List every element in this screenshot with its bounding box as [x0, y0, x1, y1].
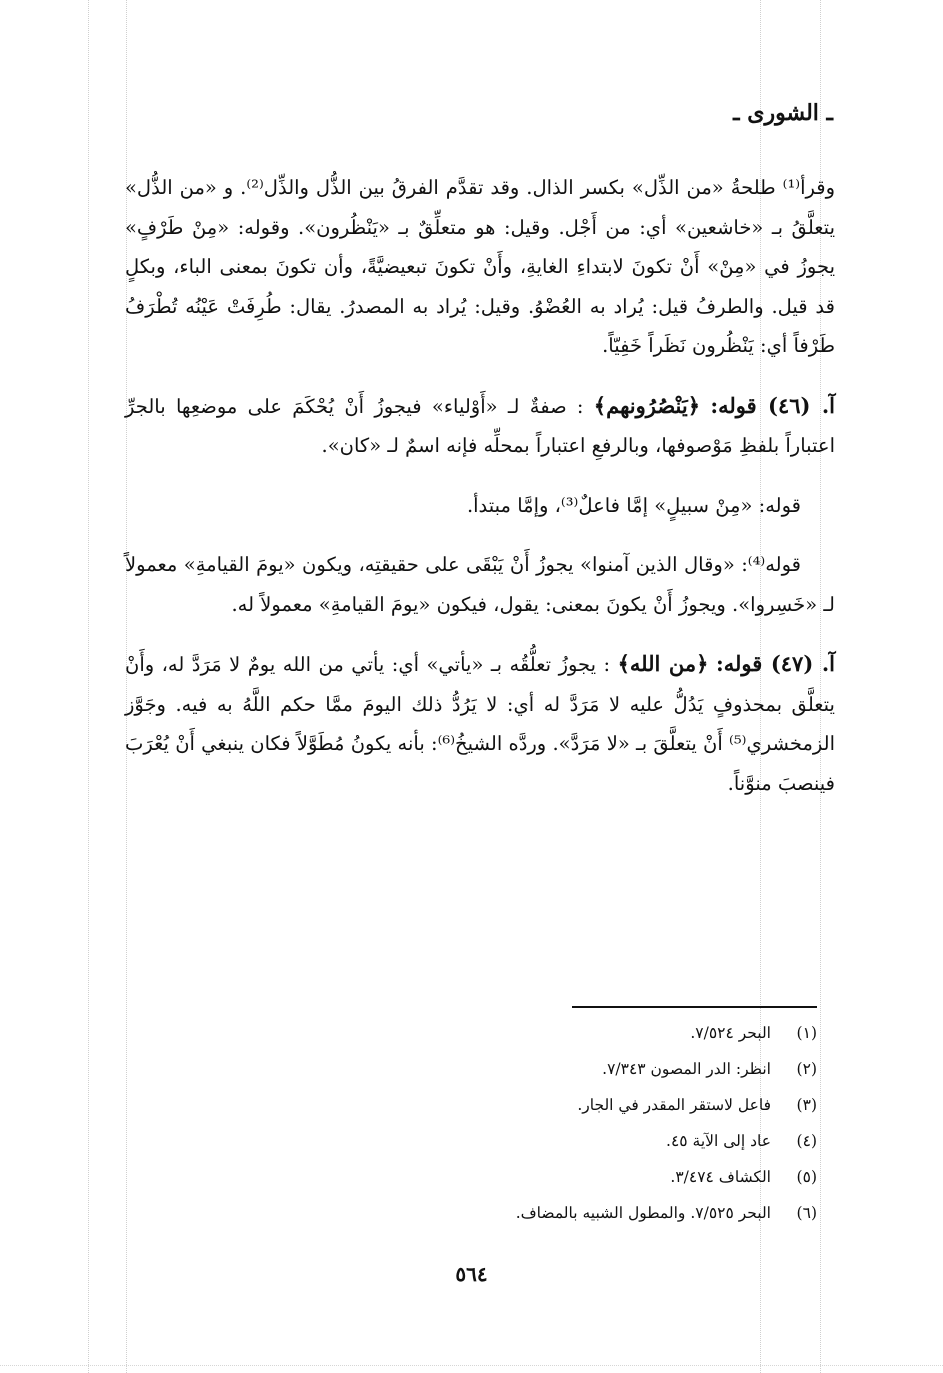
- footnote: [217, 1123, 817, 1159]
- verse-47-label: آ. (٤٧) قوله:: [715, 651, 835, 676]
- scan-guide-line: [0, 1365, 943, 1366]
- footnote-number: (١): [796, 1024, 817, 1042]
- footnote-number: (٦): [796, 1204, 817, 1222]
- footnotes: [217, 1015, 817, 1231]
- verse-46-label: آ. (٤٦) قوله:: [710, 392, 836, 418]
- main-text: [125, 168, 835, 803]
- footnote: [217, 1159, 817, 1195]
- footnote: [217, 1015, 817, 1051]
- paragraph-2: قوله: «مِنْ سبيلٍ» إمَّا فاعلٌ⁽³⁾، وإمَّا مبتدأ.: [466, 493, 801, 517]
- footnote-text: البحر ٧/٥٢٤.: [690, 1024, 771, 1042]
- scan-guide-line: [88, 0, 89, 1373]
- footnote-number: (٥): [796, 1168, 817, 1186]
- footnote-text: الكشاف ٣/٤٧٤.: [670, 1168, 771, 1186]
- verse-46-paragraph: [125, 386, 835, 466]
- footnote-text: البحر ٧/٥٢٥. والمطول الشبيه بالمضاف.: [515, 1204, 771, 1222]
- footnote-text: فاعل لاستقر المقدر في الجار.: [577, 1096, 771, 1114]
- verse-46-commentary: : صفةٌ لـ «أَوْلياء» فيجوزُ أَنْ يُحْكَمَ على موضعِها بالجرِّ اعتباراً بلفظِ مَوْصوفها، وبالرفعِ اعتباراً بمحلِّه فإنه اسمٌ لـ «كان».: [125, 394, 835, 457]
- paragraph-3: قوله⁽⁴⁾: «وقال الذين آمنوا» يجوزُ أَنْ يَبْقَى على حقيقتِه، ويكون «يومَ القيامةِ» معمولاً لـ «خَسِروا». ويجوزُ أَنْ يكونَ بمعنى: يقول، فيكون «يومَ القيامةِ» معمولاً له.: [125, 553, 835, 616]
- verse-47-quote: ﴿من الله﴾: [617, 651, 709, 676]
- verse-46-quote: ﴿يَنْصُرُونهم﴾: [593, 392, 701, 418]
- page-number: ٥٦٤: [455, 1262, 488, 1286]
- footnote: [217, 1087, 817, 1123]
- paragraph-1: وقرأ⁽¹⁾ طلحةُ «من الذِّل» بكسر الذال. وقد تقدَّم الفرقُ بين الذُّل والذِّل⁽²⁾. و «من الذُّل» يتعلَّقُ بـ «خاشعين» أي: من أَجْل. وقيل: هو متعلِّقٌ بـ «يَنْظُرون». وقوله: «مِنْ طَرْفٍ» يجوزُ في «مِنْ» أَنْ تكونَ لابتداءِ الغايةِ، وأَنْ تكونَ تبعيضيَّةً، وأن تكونَ بمعنى الباء، وبكلٍ قد قيل. والطرفُ قيل: يُراد به العُضْوُ. وقيل: يُراد به المصدرُ. يقال: طُرِفَتْ عَيْنُه تُطْرَفُ طَرْفاً أي: يَنْظُرون نَظَراً خَفِيّاً.: [125, 176, 835, 357]
- footnote-number: (٤): [796, 1132, 817, 1150]
- footnote-text: انظر: الدر المصون ٧/٣٤٣.: [602, 1060, 771, 1078]
- footnote-text: عاد إلى الآية ٤٥.: [666, 1132, 771, 1150]
- verse-47-paragraph: [125, 644, 835, 803]
- running-header: ـ الشورى ـ: [733, 100, 833, 126]
- footnote: [217, 1051, 817, 1087]
- footnote-separator: [572, 1006, 817, 1008]
- footnote-number: (٣): [796, 1096, 817, 1114]
- footnote-number: (٢): [796, 1060, 817, 1078]
- footnote: [217, 1195, 817, 1231]
- verse-47-commentary: : يجوزُ تعلُّقُه بـ «يأتي» أي: يأتي من الله يومٌ لا مَرَدَّ له، وأَنْ يتعلَّق بمحذوفٍ يَدُلُّ عليه لا مَرَدَّ له أي: لا يَرُدُّ ذلك اليومَ ممَّا حكم اللَّهُ به فيه. وجَوَّز الزمخشري⁽⁵⁾ أَنْ يتعلَّقَ بـ «لا مَرَدَّ». وردَّه الشيخُ⁽⁶⁾: بأنه يكونُ مُطَوَّلاً فكان ينبغي أَنْ يُعْرَبَ فينصبَ منوَّناً.: [125, 653, 836, 795]
